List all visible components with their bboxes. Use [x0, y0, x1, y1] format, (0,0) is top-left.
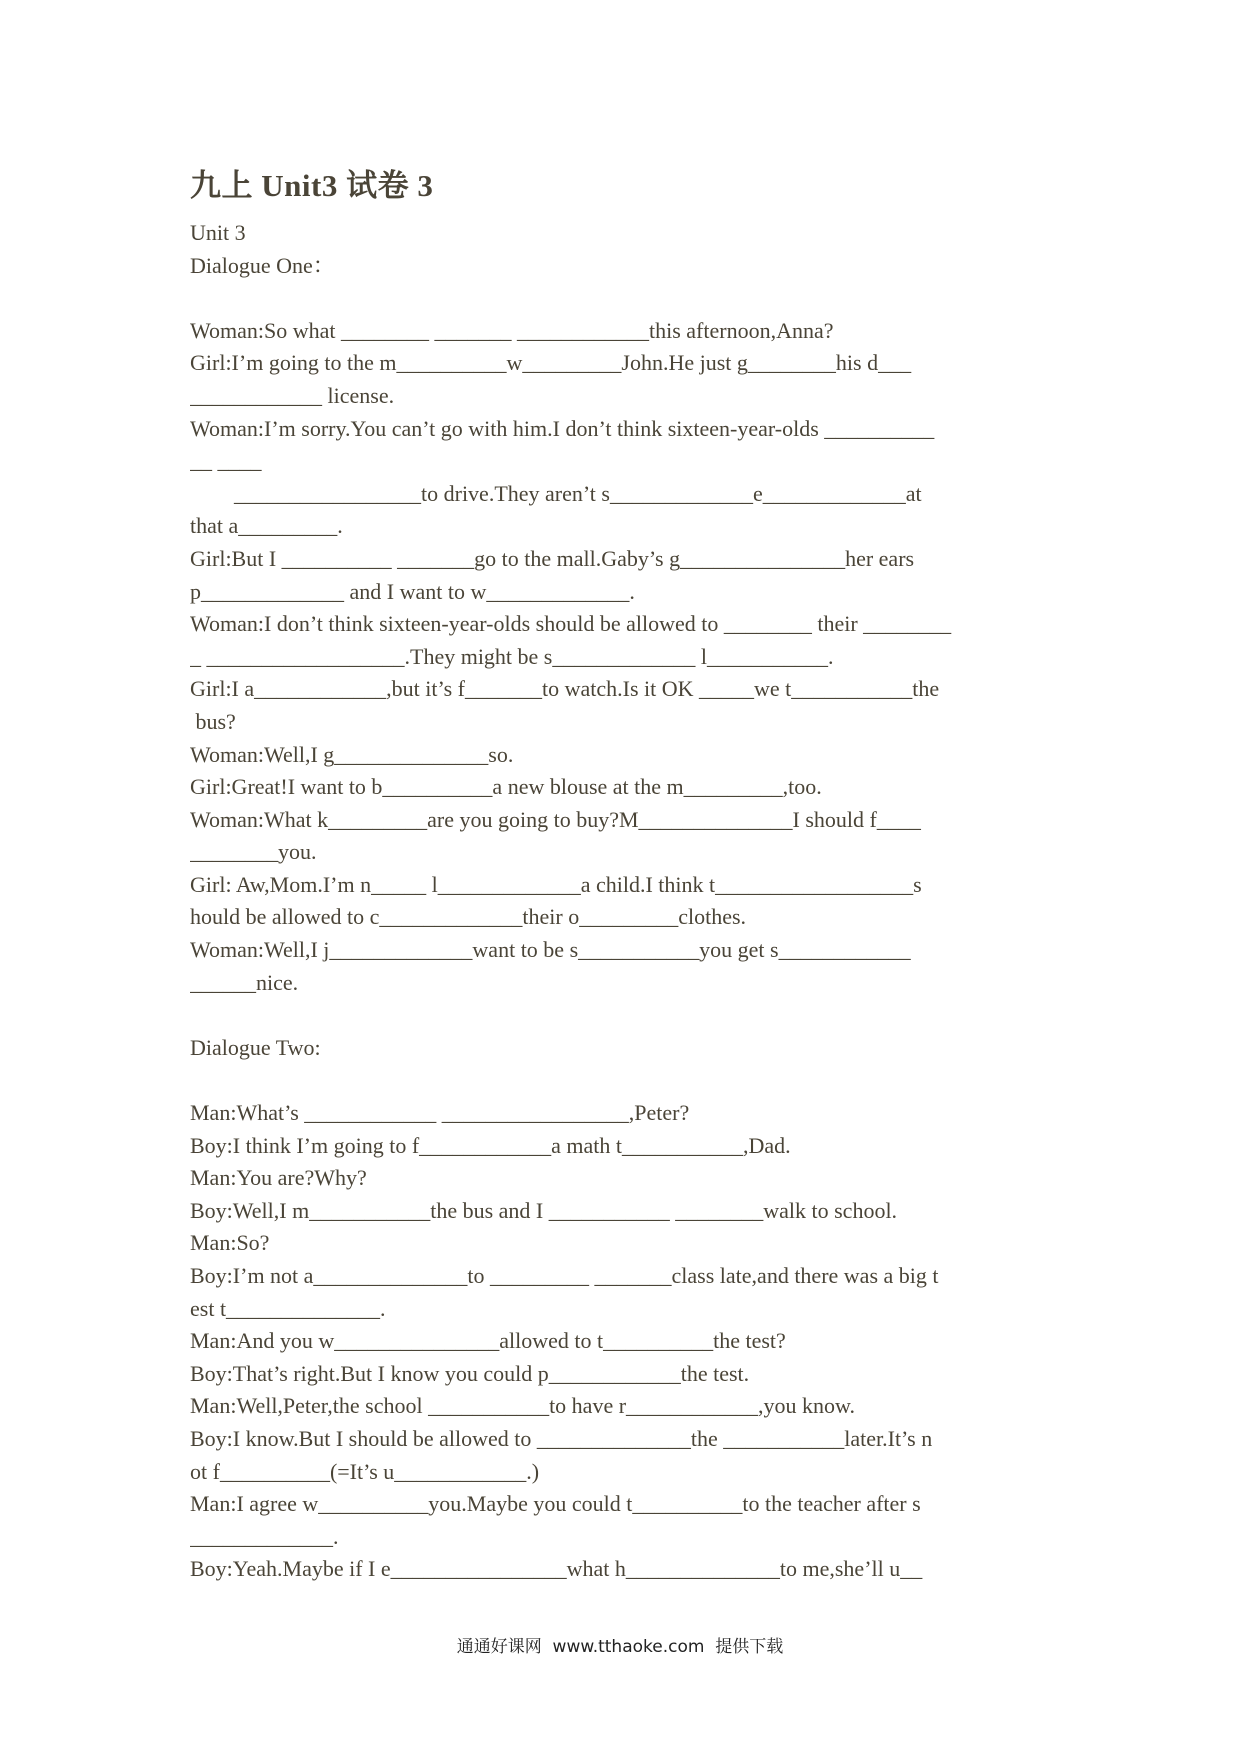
text-line: bus?: [190, 708, 236, 734]
text-line: Boy:Well,I m___________the bus and I ___________ ________walk to school.: [190, 1197, 898, 1223]
text-line: Woman:Well,I g______________so.: [190, 741, 514, 767]
text-line: Man:What’s ____________ _________________,Peter?: [190, 1100, 690, 1126]
text-line: Dialogue One：: [190, 252, 335, 278]
text-line: Girl:But I __________ _______go to the mall.Gaby’s g_______________her ears: [190, 545, 915, 571]
text-line: ________you.: [190, 839, 317, 865]
text-line: _ __________________.They might be s_____________ l___________.: [190, 643, 834, 669]
text-line: Man:You are?Why?: [190, 1165, 367, 1191]
text-line: Man:I agree w__________you.Maybe you could t__________to the teacher after s: [190, 1491, 921, 1517]
text-line: ot f__________(=It’s u____________.): [190, 1458, 540, 1484]
text-line: ______nice.: [190, 969, 299, 995]
text-line: ____________ license.: [190, 382, 395, 408]
text-line: hould be allowed to c_____________their o_________clothes.: [190, 904, 747, 930]
text-line: Boy:I’m not a______________to _________ _______class late,and there was a big t: [190, 1263, 939, 1288]
text-line: est t______________.: [190, 1295, 386, 1321]
text-line: Dialogue Two:: [190, 1034, 321, 1060]
text-line: __ ____: [190, 448, 262, 474]
text-line: Boy:I know.But I should be allowed to ______________the ___________later.It’s n: [190, 1425, 933, 1451]
text-line: [190, 1064, 1062, 1097]
text-line: [190, 999, 1062, 1032]
text-line: Woman:What k_________are you going to buy?M______________I should f____: [190, 806, 921, 832]
document-title: 九上 Unit3 试卷 3: [190, 168, 434, 203]
text-line: Man:And you w_______________allowed to t__________the test?: [190, 1328, 786, 1354]
text-line: Boy:Yeah.Maybe if I e________________what h______________to me,she’ll u__: [190, 1556, 923, 1582]
text-line: _________________to drive.They aren’t s_____________e_____________at: [190, 480, 922, 506]
text-line: Woman:I’m sorry.You can’t go with him.I don’t think sixteen-year-olds __________: [190, 415, 935, 441]
text-line: Girl: Aw,Mom.I’m n_____ l_____________a child.I think t__________________s: [190, 871, 922, 897]
text-line: p_____________ and I want to w_____________.: [190, 578, 635, 604]
text-line: Girl:Great!I want to b__________a new blouse at the m_________,too.: [190, 774, 822, 800]
text-line: Boy:I think I’m going to f____________a math t___________,Dad.: [190, 1132, 791, 1158]
text-line: Woman:I don’t think sixteen-year-olds should be allowed to ________ their ________: [190, 611, 952, 637]
text-line: _____________.: [190, 1523, 339, 1549]
text-line: Girl:I’m going to the m__________w_________John.He just g________his d___: [190, 350, 912, 376]
text-line: Boy:That’s right.But I know you could p____________the test.: [190, 1360, 750, 1386]
text-line: [190, 282, 1062, 315]
text-line: Woman:So what ________ _______ ____________this afternoon,Anna?: [190, 317, 834, 343]
text-line: that a_________.: [190, 513, 343, 539]
text-line: Woman:Well,I j_____________want to be s___________you get s____________: [190, 937, 911, 963]
text-line: Girl:I a____________,but it’s f_______to watch.Is it OK _____we t___________the: [190, 676, 940, 702]
text-line: Unit 3: [190, 220, 246, 245]
text-line: Man:Well,Peter,the school ___________to have r____________,you know.: [190, 1393, 855, 1419]
document-body: [190, 217, 1062, 1586]
text-line: Man:So?: [190, 1230, 270, 1256]
footer-text: 通通好课网 www.tthaoke.com 提供下载: [456, 1637, 784, 1657]
